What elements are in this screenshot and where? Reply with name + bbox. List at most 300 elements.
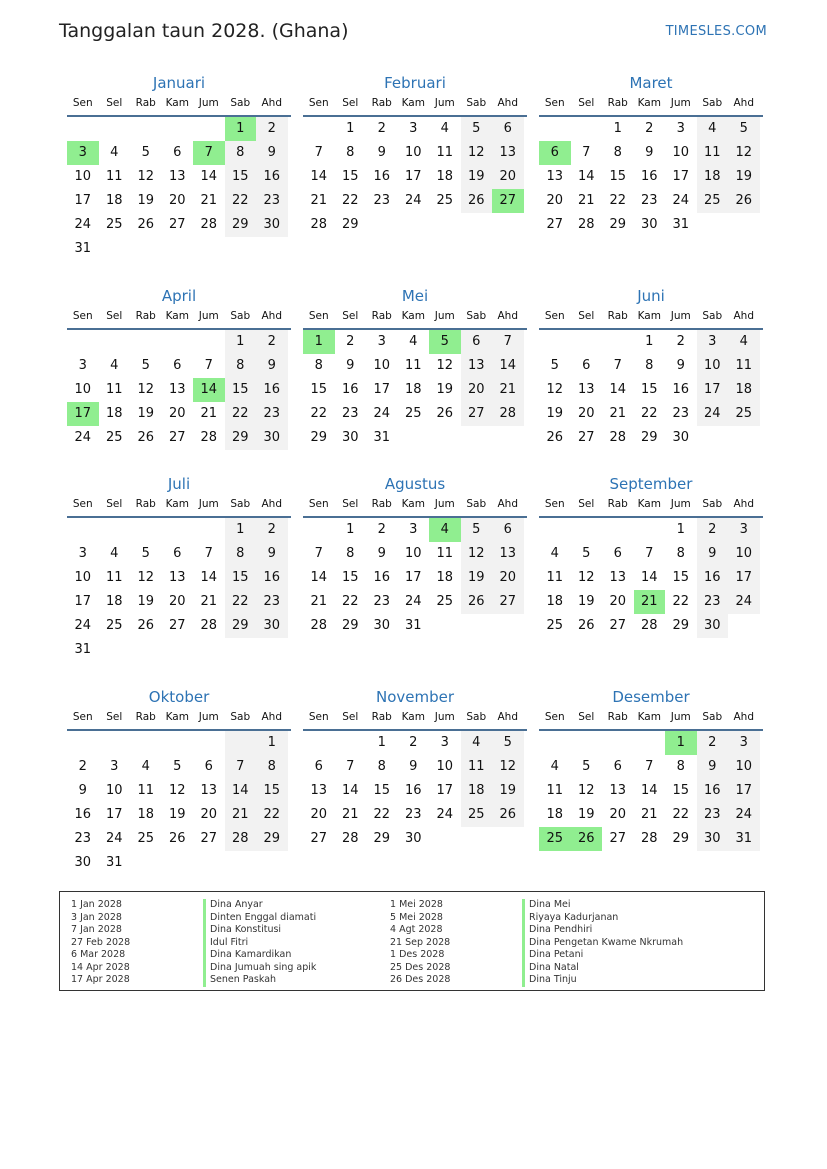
weekday-label: Sen <box>544 97 565 109</box>
weekday-label: Rab <box>371 310 392 322</box>
day-cell: 8 <box>314 358 323 373</box>
day-cell: 17 <box>728 779 760 803</box>
weekday-label: Ahd <box>261 310 282 322</box>
day-cell: 26 <box>461 189 493 213</box>
week-row <box>303 378 527 402</box>
month-11 <box>303 686 527 851</box>
day-cell: 9 <box>346 358 355 373</box>
empty-cell <box>99 731 131 755</box>
day-cell: 20 <box>168 193 186 208</box>
week-row <box>303 426 527 450</box>
holiday-name: Dina Tinju <box>529 974 577 985</box>
week-row <box>539 518 763 542</box>
week-row <box>67 213 291 237</box>
weekday-label: Sab <box>466 498 487 510</box>
day-cell: 19 <box>436 382 454 397</box>
weekday-label: Sel <box>106 498 123 510</box>
month-5 <box>303 285 527 450</box>
weekday-label: Rab <box>135 310 156 322</box>
day-cell: 18 <box>436 169 454 184</box>
day-cell: 24 <box>728 803 760 827</box>
day-cell: 29 <box>225 426 257 450</box>
weekday-header <box>303 94 527 112</box>
empty-cell <box>429 213 461 237</box>
day-cell: 28 <box>640 831 658 846</box>
day-cell: 17 <box>404 169 422 184</box>
day-cell: 18 <box>105 193 123 208</box>
week-row <box>67 141 291 165</box>
day-cell: 4 <box>110 145 119 160</box>
day-cell: 21 <box>200 594 218 609</box>
day-cell: 24 <box>105 831 123 846</box>
day-cell: 25 <box>461 803 493 827</box>
weekday-label: Ahd <box>497 310 518 322</box>
day-cell: 17 <box>404 570 422 585</box>
day-cell: 5 <box>461 518 493 542</box>
day-cell: 15 <box>373 783 391 798</box>
day-cell: 11 <box>728 354 760 378</box>
day-cell: 26 <box>546 430 564 445</box>
weekday-header <box>303 495 527 513</box>
week-row <box>303 117 527 141</box>
day-cell: 21 <box>310 594 328 609</box>
day-cell: 28 <box>200 217 218 232</box>
empty-cell <box>366 213 398 237</box>
day-cell: 11 <box>546 783 564 798</box>
weekday-label: Kam <box>637 310 661 322</box>
day-cell: 11 <box>105 169 123 184</box>
empty-cell <box>193 638 225 662</box>
weekday-label: Sab <box>230 711 251 723</box>
week-row <box>303 518 527 542</box>
month-1 <box>67 72 291 261</box>
month-4 <box>67 285 291 450</box>
day-cell: 4 <box>697 117 729 141</box>
holiday-dates-left <box>71 899 130 987</box>
empty-cell <box>461 426 493 450</box>
week-row <box>67 851 291 875</box>
day-cell: 26 <box>137 618 155 633</box>
day-cell: 22 <box>256 803 288 827</box>
empty-cell <box>225 851 257 875</box>
holiday-name: Dina Petani <box>529 949 584 960</box>
day-cell: 8 <box>225 542 257 566</box>
day-cell: 17 <box>105 807 123 822</box>
empty-cell <box>634 518 666 542</box>
weekday-label: Ahd <box>261 97 282 109</box>
day-cell: 16 <box>256 165 288 189</box>
day-cell: 5 <box>582 759 591 774</box>
empty-cell <box>539 518 571 542</box>
week-row <box>67 779 291 803</box>
day-cell: 6 <box>582 358 591 373</box>
empty-cell <box>193 731 225 755</box>
day-cell: 24 <box>404 193 422 208</box>
day-cell: 20 <box>609 594 627 609</box>
week-row <box>67 402 291 426</box>
day-cell: 31 <box>373 430 391 445</box>
day-cell: 27 <box>492 590 524 614</box>
day-cell: 26 <box>577 618 595 633</box>
day-cell: 5 <box>492 731 524 755</box>
holiday-day: 14 <box>193 378 225 402</box>
week-row <box>303 402 527 426</box>
day-cell: 1 <box>346 522 355 537</box>
week-row <box>539 731 763 755</box>
month-6 <box>539 285 763 450</box>
weekday-label: Sab <box>702 711 723 723</box>
day-cell: 22 <box>672 807 690 822</box>
day-cell: 15 <box>341 570 359 585</box>
site-link[interactable]: TIMESLES.COM <box>665 24 767 39</box>
day-cell: 12 <box>577 783 595 798</box>
empty-cell <box>130 851 162 875</box>
day-cell: 13 <box>461 354 493 378</box>
day-cell: 21 <box>609 406 627 421</box>
empty-cell <box>162 237 194 261</box>
day-cell: 3 <box>676 121 685 136</box>
empty-cell <box>162 330 194 354</box>
day-cell: 5 <box>141 145 150 160</box>
day-cell: 8 <box>225 141 257 165</box>
day-cell: 10 <box>404 145 422 160</box>
month-name: April <box>161 287 197 305</box>
holiday-date: 27 Feb 2028 <box>71 936 131 948</box>
day-cell: 27 <box>168 217 186 232</box>
day-cell: 15 <box>225 566 257 590</box>
weekday-label: Jum <box>670 97 691 109</box>
week-row <box>303 779 527 803</box>
day-cell: 19 <box>137 406 155 421</box>
day-cell: 8 <box>645 358 654 373</box>
weekday-label: Sel <box>106 97 123 109</box>
day-cell: 23 <box>672 406 690 421</box>
weekday-label: Sen <box>308 310 329 322</box>
day-cell: 19 <box>137 594 155 609</box>
day-cell: 21 <box>640 807 658 822</box>
day-cell: 24 <box>436 807 454 822</box>
day-cell: 9 <box>645 145 654 160</box>
day-cell: 24 <box>373 406 391 421</box>
day-cell: 23 <box>697 590 729 614</box>
day-cell: 9 <box>256 141 288 165</box>
day-cell: 4 <box>550 546 559 561</box>
day-cell: 23 <box>373 594 391 609</box>
day-cell: 3 <box>409 121 418 136</box>
holiday-name: Dina Mei <box>529 899 571 910</box>
day-cell: 8 <box>225 354 257 378</box>
day-cell: 19 <box>461 165 493 189</box>
week-row <box>67 330 291 354</box>
day-cell: 27 <box>609 618 627 633</box>
day-cell: 30 <box>697 827 729 851</box>
day-cell: 6 <box>314 759 323 774</box>
day-cell: 24 <box>697 402 729 426</box>
month-name: Oktober <box>148 688 210 706</box>
weekday-label: Sen <box>544 310 565 322</box>
day-cell: 27 <box>168 430 186 445</box>
weekday-label: Sab <box>230 97 251 109</box>
month-8 <box>303 473 527 638</box>
weekday-label: Sel <box>578 498 595 510</box>
day-cell: 14 <box>640 783 658 798</box>
day-cell: 4 <box>440 121 449 136</box>
weekday-label: Sen <box>72 498 93 510</box>
empty-cell <box>492 426 524 450</box>
day-cell: 14 <box>492 354 524 378</box>
day-cell: 12 <box>546 382 564 397</box>
day-cell: 20 <box>168 594 186 609</box>
day-cell: 14 <box>577 169 595 184</box>
weekday-label: Jum <box>670 498 691 510</box>
weekday-header <box>539 307 763 325</box>
week-row <box>539 542 763 566</box>
day-cell: 25 <box>436 193 454 208</box>
day-cell: 20 <box>461 378 493 402</box>
day-cell: 9 <box>377 145 386 160</box>
weekday-label: Kam <box>401 498 425 510</box>
empty-cell <box>256 851 288 875</box>
day-cell: 21 <box>492 378 524 402</box>
empty-cell <box>571 330 603 354</box>
day-cell: 4 <box>141 759 150 774</box>
day-cell: 20 <box>310 807 328 822</box>
weekday-label: Kam <box>165 310 189 322</box>
holiday-name: Dina Pendhiri <box>529 924 593 935</box>
empty-cell <box>697 426 729 450</box>
weekday-label: Rab <box>371 97 392 109</box>
day-cell: 10 <box>373 358 391 373</box>
day-cell: 3 <box>78 546 87 561</box>
holiday-date: 25 Des 2028 <box>390 961 451 973</box>
day-cell: 16 <box>404 783 422 798</box>
day-cell: 2 <box>256 330 288 354</box>
weekday-header <box>67 307 291 325</box>
day-cell: 23 <box>404 807 422 822</box>
day-cell: 5 <box>141 546 150 561</box>
weekday-label: Jum <box>670 310 691 322</box>
week-row <box>67 237 291 261</box>
day-cell: 19 <box>137 193 155 208</box>
empty-cell <box>67 117 99 141</box>
day-cell: 12 <box>137 169 155 184</box>
day-cell: 10 <box>74 169 92 184</box>
empty-cell <box>130 117 162 141</box>
day-cell: 3 <box>78 358 87 373</box>
weekday-label: Jum <box>198 97 219 109</box>
day-cell: 2 <box>645 121 654 136</box>
day-cell: 5 <box>173 759 182 774</box>
weekday-header <box>539 94 763 112</box>
day-cell: 26 <box>137 430 155 445</box>
day-cell: 21 <box>577 193 595 208</box>
day-cell: 13 <box>200 783 218 798</box>
day-cell: 1 <box>676 522 685 537</box>
weekday-label: Ahd <box>497 97 518 109</box>
day-cell: 11 <box>137 783 155 798</box>
day-cell: 28 <box>492 402 524 426</box>
day-cell: 4 <box>461 731 493 755</box>
weekday-label: Jum <box>434 97 455 109</box>
week-row <box>67 638 291 662</box>
day-cell: 5 <box>141 358 150 373</box>
empty-cell <box>225 731 257 755</box>
day-cell: 17 <box>672 169 690 184</box>
day-cell: 16 <box>672 382 690 397</box>
day-cell: 1 <box>645 334 654 349</box>
day-cell: 11 <box>546 570 564 585</box>
week-row <box>67 117 291 141</box>
day-cell: 25 <box>105 430 123 445</box>
day-cell: 30 <box>640 217 658 232</box>
day-cell: 18 <box>436 570 454 585</box>
day-cell: 3 <box>377 334 386 349</box>
holiday-name: Senen Paskah <box>210 974 277 985</box>
day-cell: 2 <box>256 117 288 141</box>
holiday-date: 4 Agt 2028 <box>390 924 443 935</box>
day-cell: 21 <box>200 406 218 421</box>
empty-cell <box>571 518 603 542</box>
holiday-date: 26 Des 2028 <box>390 974 451 985</box>
day-cell: 22 <box>373 807 391 822</box>
empty-cell <box>728 213 760 237</box>
day-cell: 30 <box>373 618 391 633</box>
day-cell: 10 <box>697 354 729 378</box>
day-cell: 4 <box>728 330 760 354</box>
weekday-header <box>67 94 291 112</box>
weekday-label: Sel <box>578 711 595 723</box>
day-cell: 16 <box>640 169 658 184</box>
day-cell: 20 <box>492 566 524 590</box>
week-row <box>539 165 763 189</box>
day-cell: 22 <box>609 193 627 208</box>
week-row <box>67 803 291 827</box>
month-name: Desember <box>612 688 690 706</box>
day-cell: 12 <box>168 783 186 798</box>
day-cell: 11 <box>461 755 493 779</box>
month-7 <box>67 473 291 662</box>
empty-cell <box>193 237 225 261</box>
day-cell: 13 <box>310 783 328 798</box>
day-cell: 15 <box>341 169 359 184</box>
day-cell: 7 <box>314 546 323 561</box>
day-cell: 19 <box>492 779 524 803</box>
day-cell: 16 <box>256 566 288 590</box>
day-cell: 28 <box>310 217 328 232</box>
day-cell: 2 <box>697 731 729 755</box>
day-cell: 21 <box>200 193 218 208</box>
day-cell: 14 <box>341 783 359 798</box>
day-cell: 28 <box>200 430 218 445</box>
holiday-day: 7 <box>193 141 225 165</box>
weekday-label: Sen <box>72 97 93 109</box>
empty-cell <box>335 731 367 755</box>
empty-cell <box>461 614 493 638</box>
weekday-label: Rab <box>607 498 628 510</box>
holiday-name: Dina Pengetan Kwame Nkrumah <box>529 936 684 948</box>
day-cell: 23 <box>256 402 288 426</box>
empty-cell <box>193 851 225 875</box>
holiday-date: 21 Sep 2028 <box>390 936 451 948</box>
day-cell: 15 <box>672 570 690 585</box>
day-cell: 29 <box>672 831 690 846</box>
holiday-day: 1 <box>665 731 697 755</box>
empty-cell <box>539 330 571 354</box>
day-cell: 16 <box>341 382 359 397</box>
day-cell: 10 <box>105 783 123 798</box>
day-cell: 23 <box>256 189 288 213</box>
weekday-label: Kam <box>637 711 661 723</box>
weekday-label: Rab <box>607 711 628 723</box>
empty-cell <box>303 731 335 755</box>
day-cell: 25 <box>404 406 422 421</box>
month-name: Juni <box>637 287 665 305</box>
day-cell: 3 <box>697 330 729 354</box>
day-cell: 22 <box>225 590 257 614</box>
day-cell: 6 <box>613 546 622 561</box>
day-cell: 2 <box>78 759 87 774</box>
day-cell: 29 <box>341 618 359 633</box>
empty-cell <box>303 117 335 141</box>
day-cell: 1 <box>346 121 355 136</box>
day-cell: 29 <box>225 213 257 237</box>
day-cell: 13 <box>492 542 524 566</box>
holiday-name: Dina Natal <box>529 961 579 973</box>
day-cell: 7 <box>346 759 355 774</box>
day-cell: 20 <box>577 406 595 421</box>
holiday-day: 5 <box>429 330 461 354</box>
empty-cell <box>162 518 194 542</box>
holiday-names-right <box>522 899 683 987</box>
empty-cell <box>429 426 461 450</box>
week-row <box>539 426 763 450</box>
day-cell: 16 <box>373 169 391 184</box>
day-cell: 31 <box>105 855 123 870</box>
day-cell: 27 <box>200 831 218 846</box>
day-cell: 18 <box>728 378 760 402</box>
weekday-label: Jum <box>198 711 219 723</box>
week-row <box>67 426 291 450</box>
weekday-label: Jum <box>198 498 219 510</box>
day-cell: 9 <box>409 759 418 774</box>
day-cell: 21 <box>310 193 328 208</box>
week-row <box>303 330 527 354</box>
month-name: Februari <box>384 74 446 92</box>
weekday-label: Kam <box>401 310 425 322</box>
weekday-label: Sen <box>308 97 329 109</box>
day-cell: 20 <box>168 406 186 421</box>
empty-cell <box>429 827 461 851</box>
empty-cell <box>492 827 524 851</box>
weekday-label: Jum <box>434 711 455 723</box>
day-cell: 29 <box>310 430 328 445</box>
day-cell: 6 <box>613 759 622 774</box>
day-cell: 19 <box>546 406 564 421</box>
day-cell: 30 <box>341 430 359 445</box>
day-cell: 22 <box>225 189 257 213</box>
day-cell: 10 <box>436 759 454 774</box>
empty-cell <box>162 731 194 755</box>
holiday-day: 4 <box>429 518 461 542</box>
day-cell: 5 <box>582 546 591 561</box>
day-cell: 7 <box>492 330 524 354</box>
day-cell: 10 <box>728 542 760 566</box>
week-row <box>303 803 527 827</box>
empty-cell <box>539 731 571 755</box>
day-cell: 18 <box>697 165 729 189</box>
day-cell: 2 <box>256 518 288 542</box>
week-row <box>303 354 527 378</box>
